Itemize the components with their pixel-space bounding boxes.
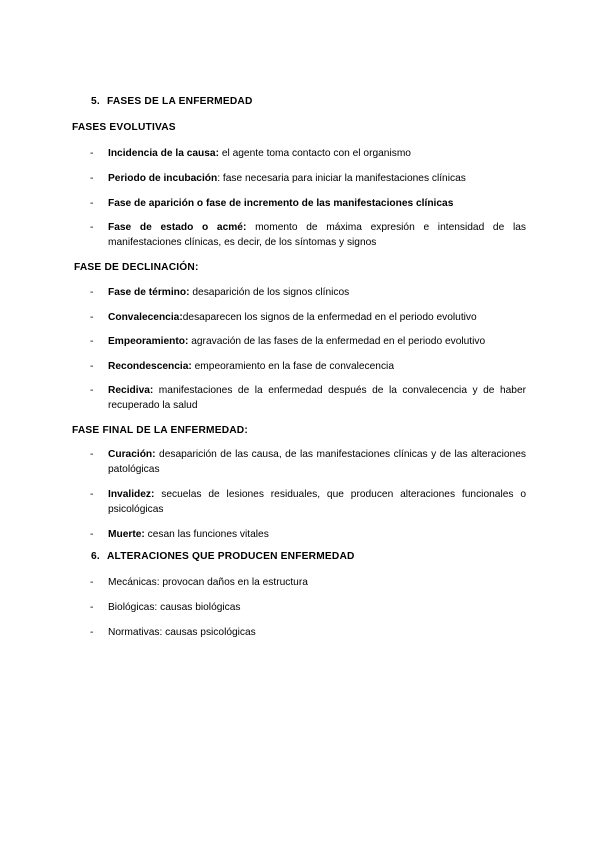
- section-5-number: 5.: [91, 96, 100, 107]
- bullet-dash: -: [90, 489, 94, 500]
- list-item: [90, 600, 526, 615]
- item-description: momento de máxima expresión e intensidad de las manifestaciones clínicas, es decir, de los síntomas y signos: [108, 222, 526, 248]
- list-item: [90, 383, 526, 413]
- item-term: Periodo de incubación: [108, 173, 218, 184]
- item-description: : fase necesaria para iniciar la manifestaciones clínicas: [217, 173, 466, 184]
- item-description: cesan las funciones vitales: [144, 529, 269, 540]
- section-6-heading: [91, 551, 355, 562]
- bullet-dash: -: [90, 222, 94, 233]
- fases-evolutivas-heading: FASES EVOLUTIVAS: [72, 122, 176, 133]
- list-item: [90, 527, 526, 542]
- bullet-dash: -: [90, 602, 94, 613]
- item-term: Curación:: [108, 449, 156, 460]
- fase-declinacion-heading: FASE DE DECLINACIÓN:: [74, 262, 199, 273]
- item-term: Fase de aparición o fase de incremento de las manifestaciones clínicas: [108, 198, 454, 209]
- fase-final-heading: FASE FINAL DE LA ENFERMEDAD:: [72, 425, 248, 436]
- list-item: [90, 146, 526, 161]
- list-item: [90, 334, 526, 349]
- list-item: [90, 196, 526, 211]
- item-description: desaparición de las causa, de las manifestaciones clínicas y de las alteraciones patológicas: [108, 449, 526, 475]
- list-item: [90, 359, 526, 374]
- bullet-dash: -: [90, 385, 94, 396]
- section-6-title: ALTERACIONES QUE PRODUCEN ENFERMEDAD: [107, 551, 355, 562]
- item-term: Muerte:: [108, 529, 145, 540]
- section-5-title: FASES DE LA ENFERMEDAD: [107, 96, 253, 107]
- item-text: Mecánicas: provocan daños en la estructura: [108, 577, 308, 588]
- bullet-dash: -: [90, 198, 94, 209]
- bullet-dash: -: [90, 148, 94, 159]
- bullet-dash: -: [90, 529, 94, 540]
- section-6-number: 6.: [91, 551, 100, 562]
- item-description: secuelas de lesiones residuales, que producen alteraciones funcionales o psicológicas: [108, 489, 526, 515]
- list-item: [90, 575, 526, 590]
- item-text: Biológicas: causas biológicas: [108, 602, 241, 613]
- item-term: Fase de estado o acmé:: [108, 222, 247, 233]
- item-term: Recondescencia:: [108, 361, 192, 372]
- bullet-dash: -: [90, 627, 94, 638]
- item-description: agravación de las fases de la enfermedad en el periodo evolutivo: [188, 336, 486, 347]
- section-5-heading: [91, 96, 253, 107]
- item-term: Empeoramiento:: [108, 336, 189, 347]
- bullet-dash: -: [90, 287, 94, 298]
- bullet-dash: -: [90, 577, 94, 588]
- list-item: [90, 310, 526, 325]
- bullet-dash: -: [90, 312, 94, 323]
- list-item: [90, 487, 526, 517]
- item-description: desaparición de los signos clínicos: [189, 287, 350, 298]
- list-item: [90, 285, 526, 300]
- item-description: desaparecen los signos de la enfermedad en el periodo evolutivo: [182, 312, 477, 323]
- item-description: el agente toma contacto con el organismo: [218, 148, 411, 159]
- list-item: [90, 447, 526, 477]
- item-description: manifestaciones de la enfermedad después de la convalecencia y de haber recuperado la salud: [108, 385, 526, 411]
- item-term: Incidencia de la causa:: [108, 148, 219, 159]
- list-item: [90, 625, 526, 640]
- item-term: Fase de término:: [108, 287, 190, 298]
- bullet-dash: -: [90, 449, 94, 460]
- bullet-dash: -: [90, 173, 94, 184]
- item-term: Recidiva:: [108, 385, 154, 396]
- item-description: empeoramiento en la fase de convalecencia: [191, 361, 394, 372]
- item-term: Invalidez:: [108, 489, 155, 500]
- item-text: Normativas: causas psicológicas: [108, 627, 256, 638]
- item-term: Convalecencia:: [108, 312, 183, 323]
- list-item: [90, 220, 526, 250]
- bullet-dash: -: [90, 336, 94, 347]
- bullet-dash: -: [90, 361, 94, 372]
- list-item: [90, 171, 526, 186]
